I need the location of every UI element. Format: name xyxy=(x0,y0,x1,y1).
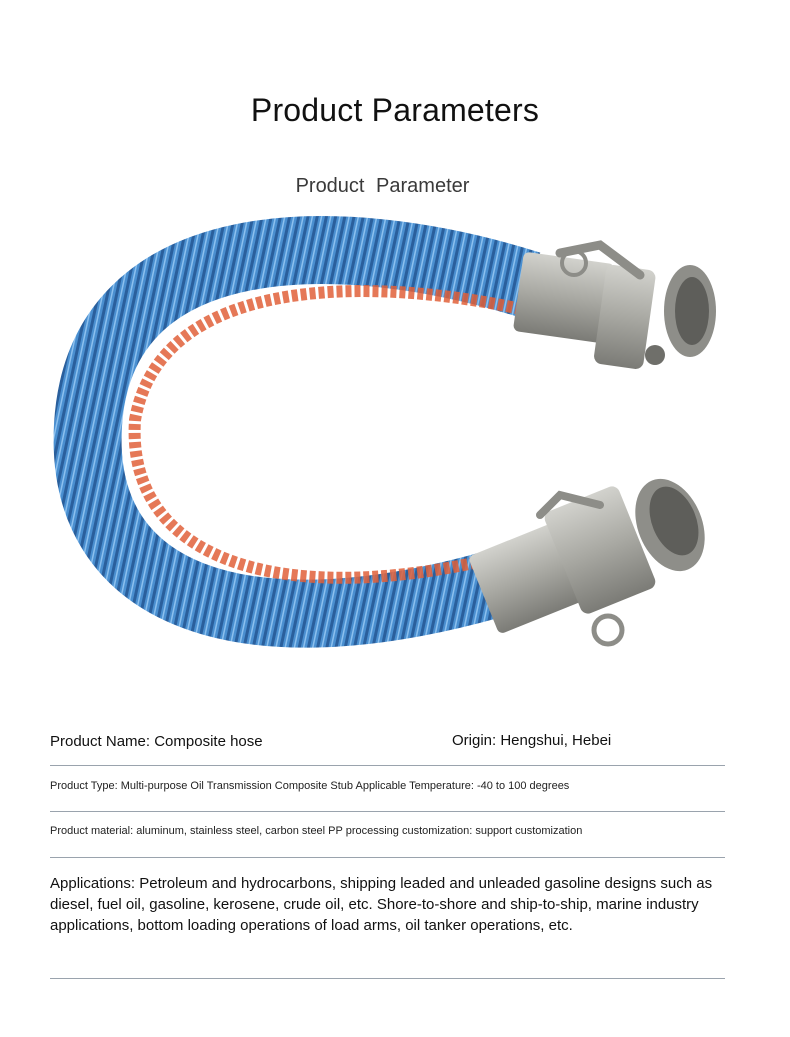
product-type: Product Type: Multi-purpose Oil Transmission Composite Stub Applicable Temperature: -40 to 100 degrees xyxy=(50,780,570,792)
product-name: Product Name: Composite hose xyxy=(50,733,263,750)
hose-orange-stripe xyxy=(135,291,530,578)
applications: Applications: Petroleum and hydrocarbons, shipping leaded and unleaded gasoline designs such as diesel, fuel oil, gasoline, kerosene, crude oil, etc. Shore-to-shore and ship-to-ship, marine industry applications, bottom loading operations of load arms, oil tanker operations, etc. xyxy=(50,875,713,934)
lower-coupling xyxy=(468,469,718,644)
upper-coupling xyxy=(513,245,716,370)
divider xyxy=(50,765,725,766)
faded-text-artifact xyxy=(50,796,380,806)
page-subtitle: Product Parameter xyxy=(295,175,470,197)
divider xyxy=(50,811,725,812)
product-material: Product material: aluminum, stainless steel, carbon steel PP processing customization: support customization xyxy=(50,825,583,837)
page-title: Product Parameters xyxy=(250,92,540,128)
origin: Origin: Hengshui, Hebei xyxy=(452,732,612,749)
hose-product-photo xyxy=(40,215,740,695)
divider xyxy=(50,857,725,858)
divider xyxy=(50,978,725,979)
